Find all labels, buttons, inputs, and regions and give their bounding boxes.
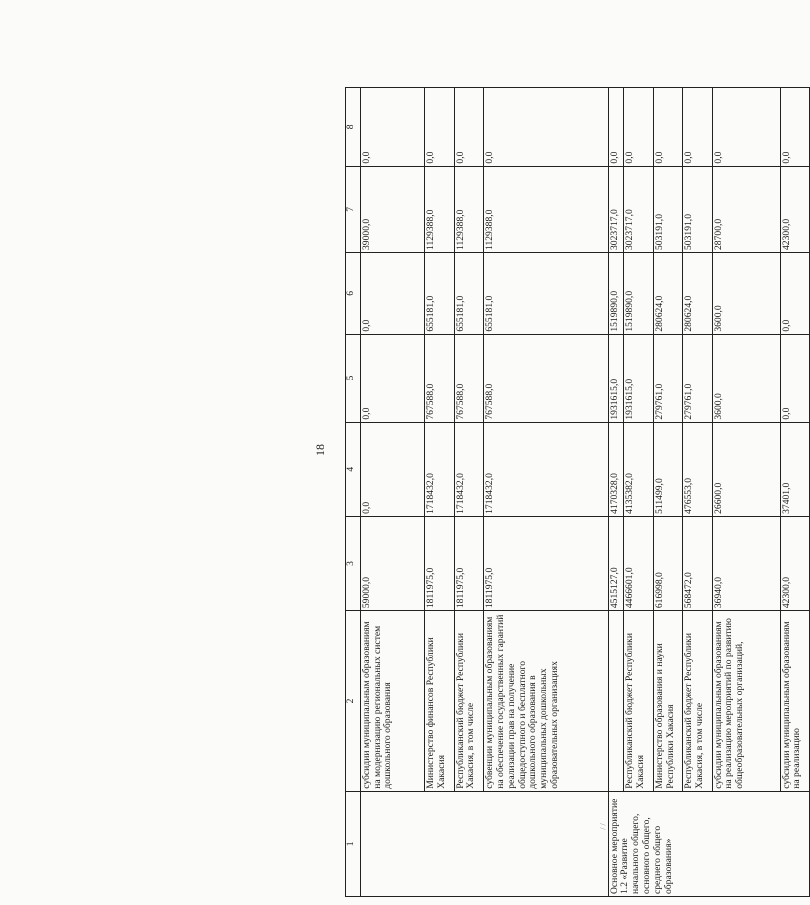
row-label: Министерство образования и науки Республики Хакасия [653,611,682,792]
table-row [653,88,682,897]
header-cell: 3 [346,516,361,610]
row-label: субвенции муниципальным образованиям на обеспечение государственных гарантий реализации прав на получение общедоступного и бесплатного дошкольного образования в муниципальных дошкольных образовательных организациях [484,611,609,792]
value-cell: 0,0 [608,88,624,167]
value-cell: 1718432,0 [484,422,609,516]
row-label [608,611,624,792]
value-cell: 503191,0 [653,166,682,252]
value-cell: 1129388,0 [484,166,609,252]
value-cell: 0,0 [780,88,809,167]
table-row [712,88,780,897]
value-cell: 3600,0 [712,252,780,334]
value-cell: 0,0 [360,252,425,334]
value-cell: 59000,0 [360,516,425,610]
header-cell: 5 [346,334,361,422]
budget-table-rotated [345,87,810,897]
value-cell: 655181,0 [454,252,483,334]
value-cell: 4170328,0 [608,422,624,516]
header-cell: 1 [346,791,361,896]
value-cell: 279761,0 [653,334,682,422]
value-cell: 3600,0 [712,334,780,422]
value-cell: 655181,0 [484,252,609,334]
measure-label [360,791,608,896]
table-row [608,88,624,897]
row-label: Республиканский бюджет Республики Хакасия [624,611,653,792]
header-cell: 4 [346,422,361,516]
value-cell: 767588,0 [425,334,454,422]
value-cell: 280624,0 [653,252,682,334]
value-cell: 1931615,0 [624,334,653,422]
measure-label: Основное мероприятие 1.2 «Развитие начального общего, основного общего, среднего общего образования» [608,791,809,896]
table-row [484,88,609,897]
row-label: Министерство финансов Республики Хакасия [425,611,454,792]
value-cell: 1718432,0 [425,422,454,516]
value-cell: 28700,0 [712,166,780,252]
value-cell: 1811975,0 [484,516,609,610]
value-cell: 4135382,0 [624,422,653,516]
value-cell: 1129388,0 [454,166,483,252]
value-cell: 42300,0 [780,166,809,252]
row-label: субсидии муниципальным образованиям на реализацию [780,611,809,792]
value-cell: 0,0 [683,88,712,167]
value-cell: 503191,0 [683,166,712,252]
header-cell: 7 [346,166,361,252]
value-cell: 1519890,0 [608,252,624,334]
value-cell: 39000,0 [360,166,425,252]
value-cell: 42300,0 [780,516,809,610]
value-cell: 0,0 [780,334,809,422]
value-cell: 476553,0 [683,422,712,516]
value-cell: 568472,0 [683,516,712,610]
value-cell: 0,0 [360,88,425,167]
row-label: Республиканский бюджет Республики Хакасия, в том числе [454,611,483,792]
value-cell: 1811975,0 [425,516,454,610]
value-cell: 511499,0 [653,422,682,516]
value-cell: 26600,0 [712,422,780,516]
table-header-row [346,88,361,897]
value-cell: 0,0 [780,252,809,334]
value-cell: 655181,0 [425,252,454,334]
header-cell: 2 [346,611,361,792]
value-cell: 0,0 [360,334,425,422]
value-cell: 279761,0 [683,334,712,422]
value-cell: 4515127,0 [608,516,624,610]
value-cell: 0,0 [653,88,682,167]
value-cell: 767588,0 [454,334,483,422]
value-cell: 280624,0 [683,252,712,334]
table-row [425,88,454,897]
row-label: субсидии муниципальным образованиям на реализацию мероприятий по развитию общеобразовательных организаций, [712,611,780,792]
value-cell: 1129388,0 [425,166,454,252]
value-cell: 3023717,0 [608,166,624,252]
budget-table [345,87,810,897]
value-cell: 0,0 [624,88,653,167]
table-row [624,88,653,897]
value-cell: 0,0 [454,88,483,167]
table-row [454,88,483,897]
value-cell: 1718432,0 [454,422,483,516]
header-cell: 8 [346,88,361,167]
value-cell: 36940,0 [712,516,780,610]
value-cell: 1519890,0 [624,252,653,334]
value-cell: 0,0 [425,88,454,167]
value-cell: 0,0 [360,422,425,516]
value-cell: 0,0 [484,88,609,167]
page-number: 18 [313,444,327,456]
value-cell: 3023717,0 [624,166,653,252]
header-cell: 6 [346,252,361,334]
row-label: субсидии муниципальным образованиям на модернизацию региональных систем дошкольного образования [360,611,425,792]
table-row [780,88,809,897]
scan-mark: / / [598,823,608,830]
value-cell: 1811975,0 [454,516,483,610]
table-row [360,88,425,897]
value-cell: 4466601,0 [624,516,653,610]
value-cell: 0,0 [712,88,780,167]
row-label: Республиканский бюджет Республики Хакасия, в том числе [683,611,712,792]
value-cell: 1931615,0 [608,334,624,422]
value-cell: 616998,0 [653,516,682,610]
table-row [683,88,712,897]
value-cell: 767588,0 [484,334,609,422]
value-cell: 37401,0 [780,422,809,516]
